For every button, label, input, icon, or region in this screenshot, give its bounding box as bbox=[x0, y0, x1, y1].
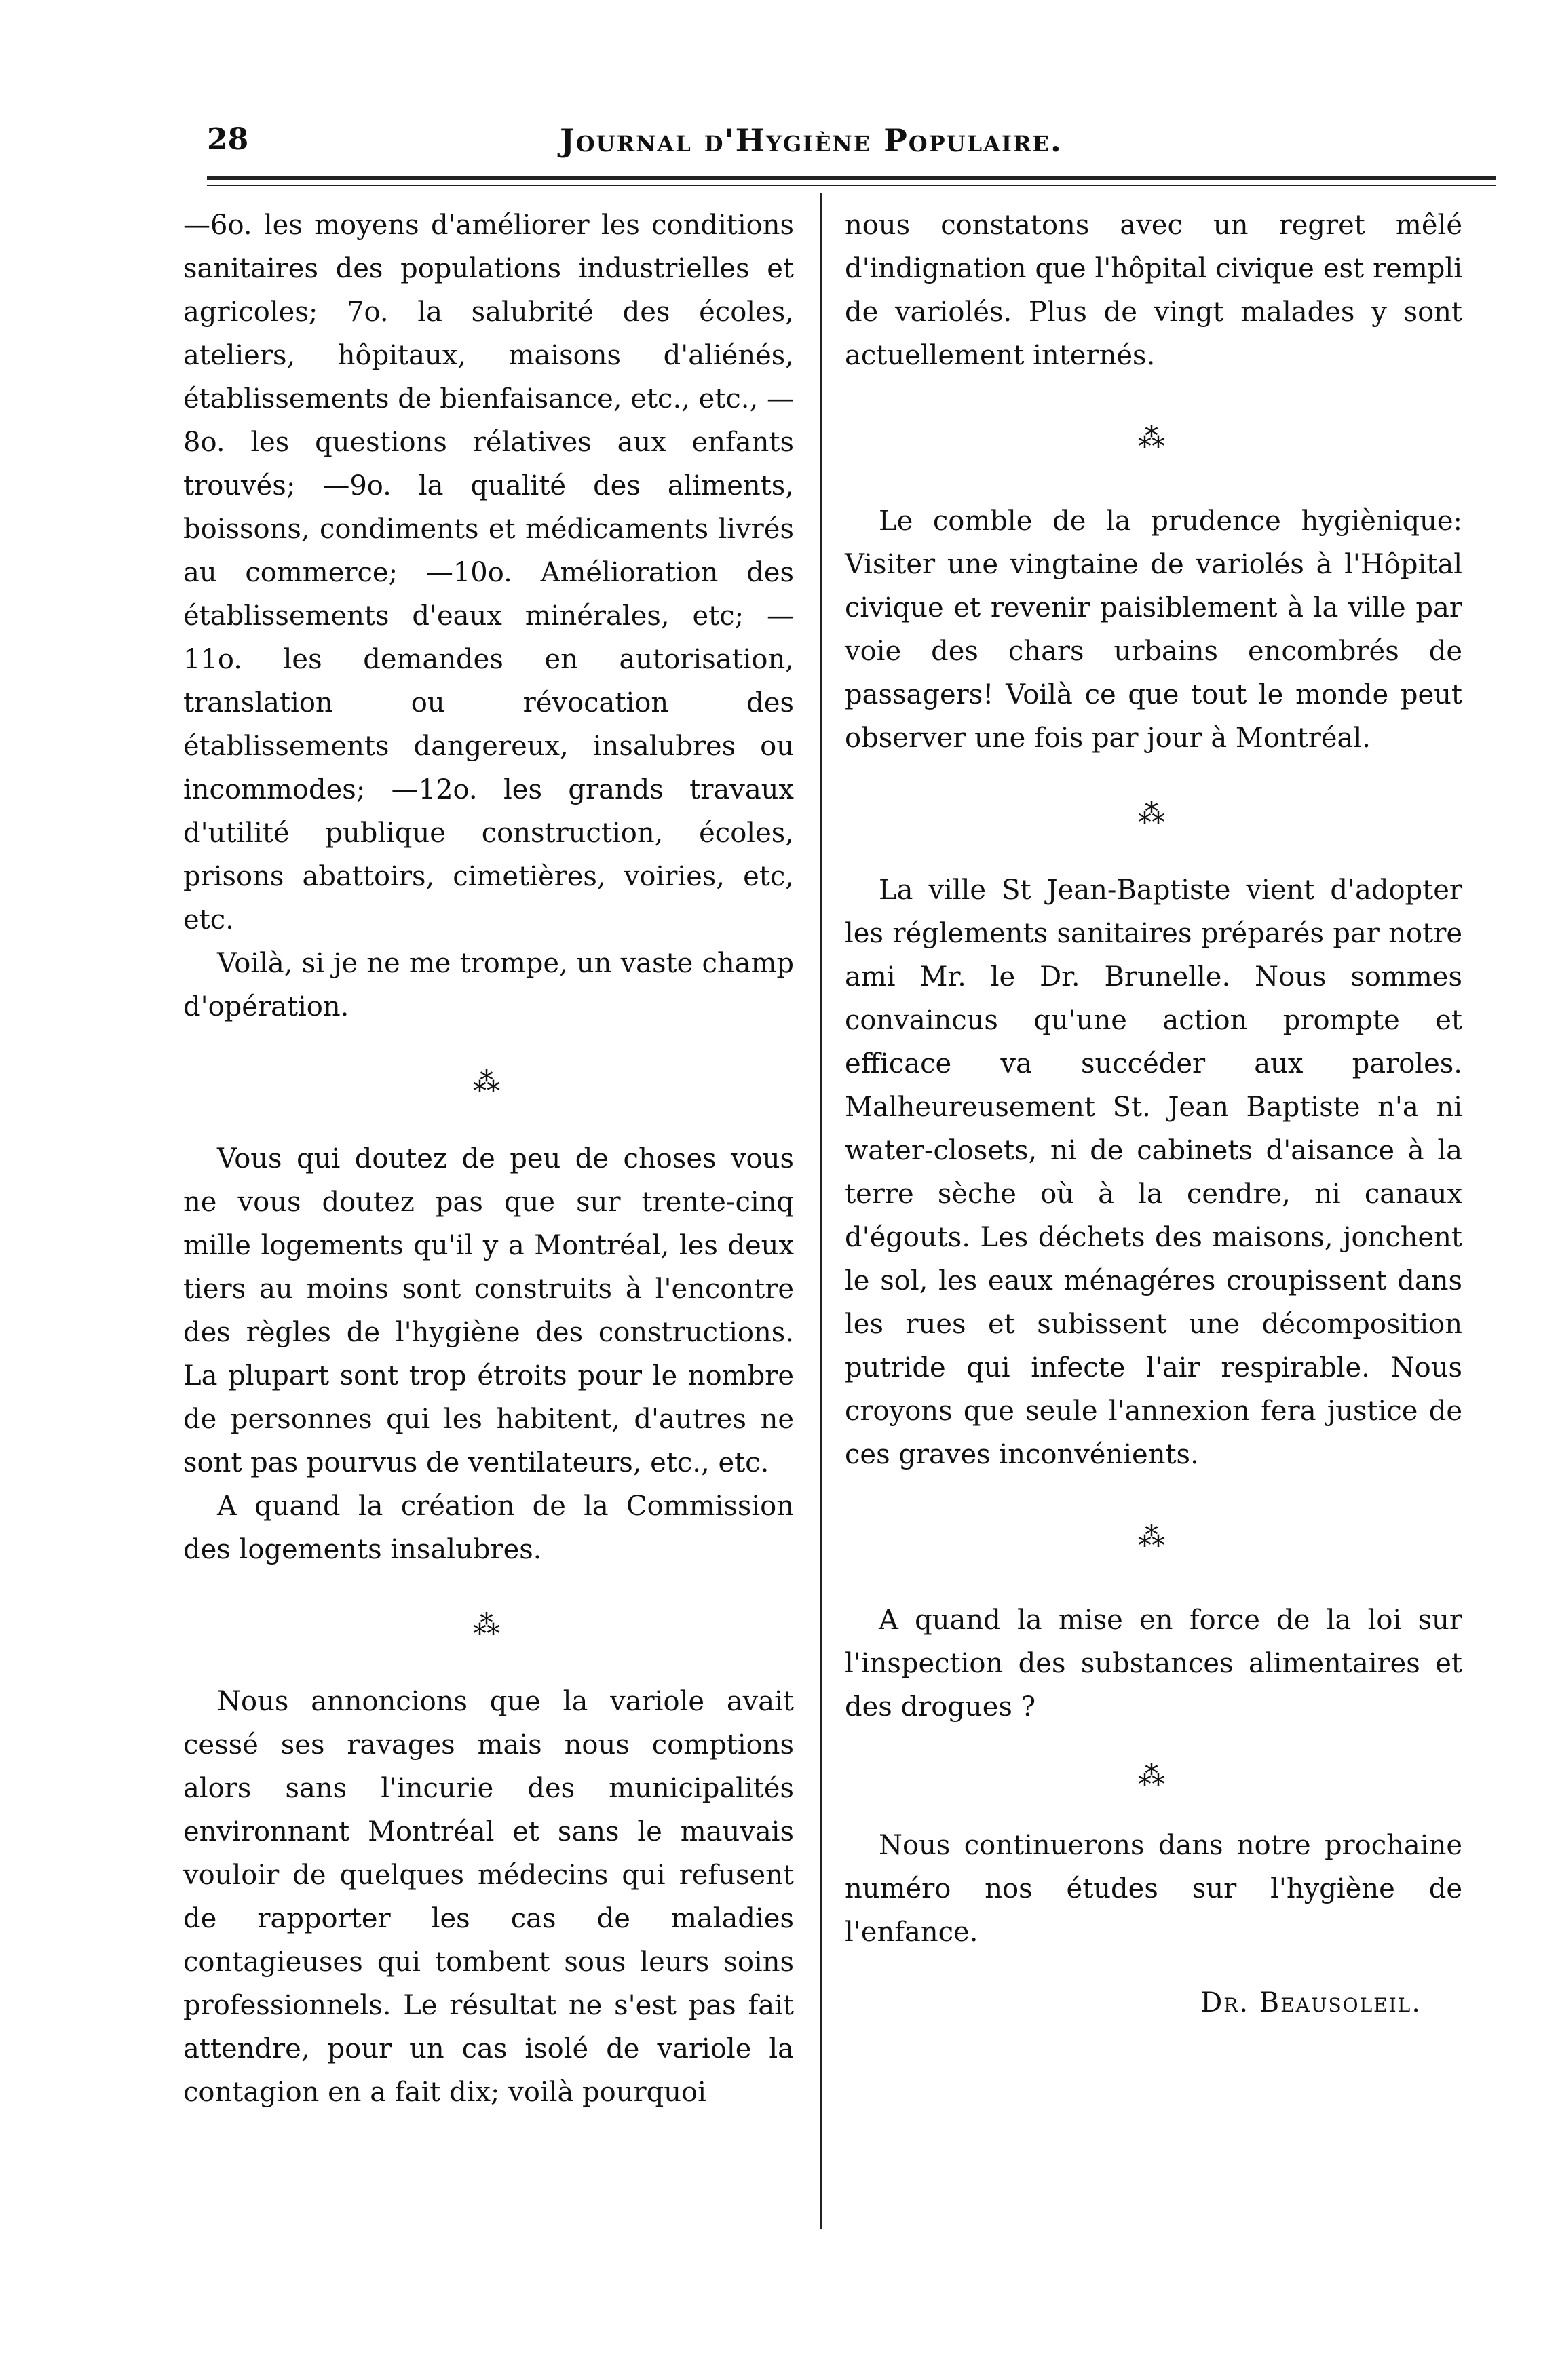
asterism: ⁂ bbox=[1138, 1522, 1169, 1553]
right-paragraph-3: La ville St Jean-Baptiste vient d'adopter les réglements sanitaires préparés par notre ami Mr. le Dr. Brunelle. Nous sommes convaincus qu'une action prompte et efficace va succéder aux paroles. Malheureusement St. Jean Baptiste n'a ni water-closets, ni de cabinets d'aisance à la terre sèche où à la cendre, ni canaux d'égouts. Les déchets des maisons, jonchent le sol, les eaux ménagéres croupissent dans les rues et subissent une décomposition putride qui infecte l'air respirable. Nous croyons que seule l'annexion fera justice de ces graves inconvénients. bbox=[845, 875, 1462, 1470]
asterism: ⁂ bbox=[1138, 799, 1169, 830]
signature: Dr. Beausoleil. bbox=[1200, 1987, 1422, 2018]
header-rule-thin bbox=[207, 185, 1496, 186]
right-column bbox=[845, 204, 1462, 2024]
asterism: ⁂ bbox=[1138, 1761, 1169, 1792]
page-header bbox=[207, 122, 1496, 170]
header-rule bbox=[207, 176, 1496, 180]
left-paragraph-5: Nous annoncions que la variole avait cessé ses ravages mais nous comptions alors sans l'incurie des municipalités environnant Montréal et sans le mauvais vouloir de quelques médecins qui refusent de rapporter les cas de maladies contagieuses qui tombent sous leurs soins professionnels. Le résultat ne s'est pas fait attendre, pour un cas isolé de variole la contagion en a fait dix; voilà pourquoi bbox=[183, 1686, 794, 2108]
left-paragraph-3: Vous qui doutez de peu de choses vous ne vous doutez pas que sur trente-cinq mille logements qu'il y a Montréal, les deux tiers au moins sont construits à l'encontre des règles de l'hygiène des constructions. La plupart sont trop étroits pour le nombre de personnes qui les habitent, d'autres ne sont pas pourvus de ventilateurs, etc., etc. bbox=[183, 1143, 794, 1478]
left-column bbox=[183, 204, 794, 2114]
left-paragraph-1: —6o. les moyens d'améliorer les conditions sanitaires des populations industrielles et agricoles; 7o. la salubrité des écoles, ateliers, hôpitaux, maisons d'aliénés, établissements de bienfaisance, etc., etc., —8o. les questions rélatives aux enfants trouvés; —9o. la qualité des aliments, boissons, condiments et médicaments livrés au commerce; —10o. Amélioration des établissements d'eaux minérales, etc; —11o. les demandes en autorisation, translation ou révocation des établissements dangereux, insalubres ou incommodes; —12o. les grands travaux d'utilité publique construction, écoles, prisons abattoirs, cimetières, voiries, etc, etc. bbox=[183, 210, 794, 936]
asterism: ⁂ bbox=[1138, 423, 1169, 454]
right-paragraph-4: A quand la mise en force de la loi sur l'inspection des substances alimentaires et des drogues ? bbox=[845, 1605, 1462, 1723]
page-number: 28 bbox=[207, 122, 249, 157]
column-divider bbox=[820, 193, 822, 2229]
right-paragraph-1: nous constatons avec un regret mêlé d'indignation que l'hôpital civique est rempli de variolés. Plus de vingt malades y sont actuellement internés. bbox=[845, 210, 1462, 371]
asterism: ⁂ bbox=[473, 1067, 504, 1098]
left-paragraph-2: Voilà, si je ne me trompe, un vaste champ d'opération. bbox=[183, 948, 794, 1022]
left-paragraph-4: A quand la création de la Commission des logements insalubres. bbox=[183, 1491, 794, 1565]
right-paragraph-5: Nous continuerons dans notre prochaine numéro nos études sur l'hygiène de l'enfance. bbox=[845, 1830, 1462, 1948]
journal-title: Journal d'Hygiène Populaire. bbox=[560, 122, 1063, 159]
right-paragraph-2: Le comble de la prudence hygiènique: Visiter une vingtaine de variolés à l'Hôpital civique et revenir paisiblement à la ville par voie des chars urbains encombrés de passagers! Voilà ce que tout le monde peut observer une fois par jour à Montréal. bbox=[845, 505, 1462, 754]
asterism: ⁂ bbox=[473, 1610, 504, 1641]
